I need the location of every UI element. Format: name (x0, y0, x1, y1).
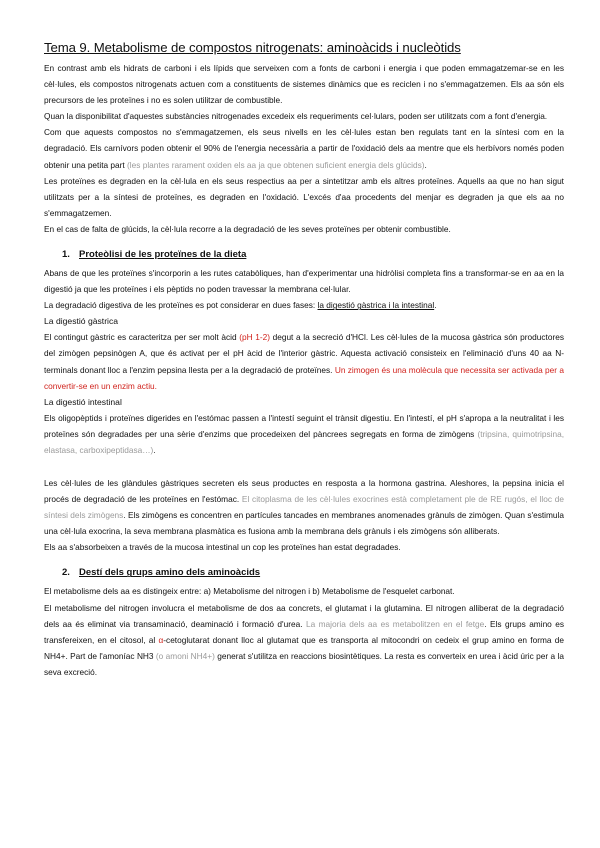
intro-paragraph-3: Com que aquests compostos no s'emmagatzemen, els seus nivells en les cèl·lules estan ben regulats tant en la síntesi com en la degradació. Els carnívors poden obtenir el 90% de l'energia necessària a partir de l'oxidació dels aa mentre que els herbívors només poden obtenir una petita part (les plantes rarament oxiden els aa ja que obtenen suficient energia dels glúcids). (44, 127, 564, 170)
subheading-intestinal: La digestió intestinal (44, 396, 122, 407)
section-1-heading: 1. Proteòlisi de les proteïnes de la dieta (62, 249, 247, 261)
section-2-heading: 2. Destí dels grups amino dels aminoàcids (62, 567, 261, 579)
intro-paragraph-5: En el cas de falta de glúcids, la cèl·lula recorre a la degradació de les seves proteïnes per obtenir combustible. (44, 223, 451, 234)
s1-paragraph-5: Les cèl·lules de les glàndules gàstriques secreten els seus productes en resposta a la hormona gastrina. Aleshores, la pepsina inicia el procés de degradació de les proteïnes en l'estómac. El citoplasma de les cèl·lules exocrines està completament ple de RE rugós, el lloc de síntesi dels zimògens. Els zimògens es concentren en partícules tancades en membranes anomenades grànuls de zimògen. Quan s'estimula una cèl·lula exocrina, la seva membrana plasmàtica es fusiona amb la membrana dels grànuls i els zimògens són alliberats. (44, 477, 565, 537)
intro-paragraph-2: Quan la disponibilitat d'aquestes substàncies nitrogenades excedeix els requeriments cel·lulars, poden ser utilitzats com a font d'energia. (44, 111, 548, 122)
zymogen-definition: Un zimogen és una molècula que necessita ser activada per a convertir-se en un enzim actiu. (44, 364, 564, 391)
grey-note: (les plantes rarament oxiden els aa ja que obtenen suficient energia dels glúcids) (127, 159, 425, 170)
intro-paragraph-1: En contrast amb els hidrats de carboni i els lípids que serveixen com a fonts de carboni i energia i que poden emmagatzemar-se en les cèl·lules, els compostos nitrogenats actuen com a constituents de sistemes dinàmics que es reciclen i no s'emmagatzemen. Els aa són els precursors de les proteïnes i no es solen utilitzar de combustible. (44, 63, 564, 106)
s2-paragraph-2: El metabolisme del nitrogen involucra el metabolisme de dos aa concrets, el glutamat i la glutamina. El nitrogen alliberat de la degradació dels aa és eliminat via transaminació, deaminació i formació d'urea. La majoria dels aa es metabolitzen en el fetge. Els grups amino es transfereixen, en el citosol, al α-cetoglutarat donant lloc al glutamat que es transporta al mitocondri on cedeix el grup amino en forma de NH4+. Part de l'amoníac NH3 (o amoni NH4+) generat s'utilitza en reaccions biosintètiques. La resta es converteix en urea i àcid úric per a la seva excreció. (44, 602, 564, 677)
s1-paragraph-6: Els aa s'absorbeixen a través de la mucosa intestinal un cop les proteïnes han estat degradades. (44, 542, 401, 553)
s1-paragraph-3: El contingut gàstric es caracteritza per ser molt àcid (pH 1-2) degut a la secreció d'HCl. Les cèl·lules de la mucosa gàstrica són productores del zimògen pepsinògen A, que és activat per el pH àcid de l'interior gàstric. Aquesta activació consisteix en l'eliminació d'uns 40 aa N-terminals donant lloc a l'enzim pepsina llesta per a la degradació de proteïnes. Un zimogen és una molècula que necessita ser activada per a convertir-se en un enzim actiu. (44, 332, 564, 391)
s1-paragraph-1: Abans de que les proteïnes s'incorporin a les rutes catabòliques, han d'experimentar una hidròlisi completa fins a transformar-se en aa en la digestió ja que les proteïnes i els pèptids no poden travessar la membrana cel·lular. (44, 268, 564, 295)
intro-paragraph-4: Les proteïnes es degraden en la cèl·lula en els seus respectius aa per a sintetitzar amb els altres proteïnes. Aquells aa que no han sigut utilitzats per a la síntesi de proteïnes, es degraden en l'oxidació. L'excés d'aa procedents del menjar es degraden ja que els aa no s'emmagatzemen. (44, 175, 564, 218)
s2-paragraph-1: El metabolisme dels aa es distingeix entre: a) Metabolisme del nitrogen i b) Metabolisme de l'esquelet carbonat. (44, 586, 455, 597)
s1-paragraph-4: Els oligopèptids i proteïnes digerides en l'estómac passen a l'intestí seguint el trànsit digestiu. En l'intestí, el pH s'apropa a la neutralitat i les proteïnes són degradades per una sèrie d'enzims que procedeixen del pàncrees segregats en forma de zimògens (tripsina, quimotripsina, elastasa, carboxipeptidasa…). (44, 412, 564, 455)
s1-paragraph-2: La degradació digestiva de les proteïnes es pot considerar en dues fases: la digestió gàstrica i la intestinal. (44, 300, 437, 311)
document-page (44, 40, 564, 680)
page-title: Tema 9. Metabolisme de compostos nitrogenats: aminoàcids i nucleòtids (44, 40, 461, 55)
subheading-gastric: La digestió gàstrica (44, 316, 119, 327)
